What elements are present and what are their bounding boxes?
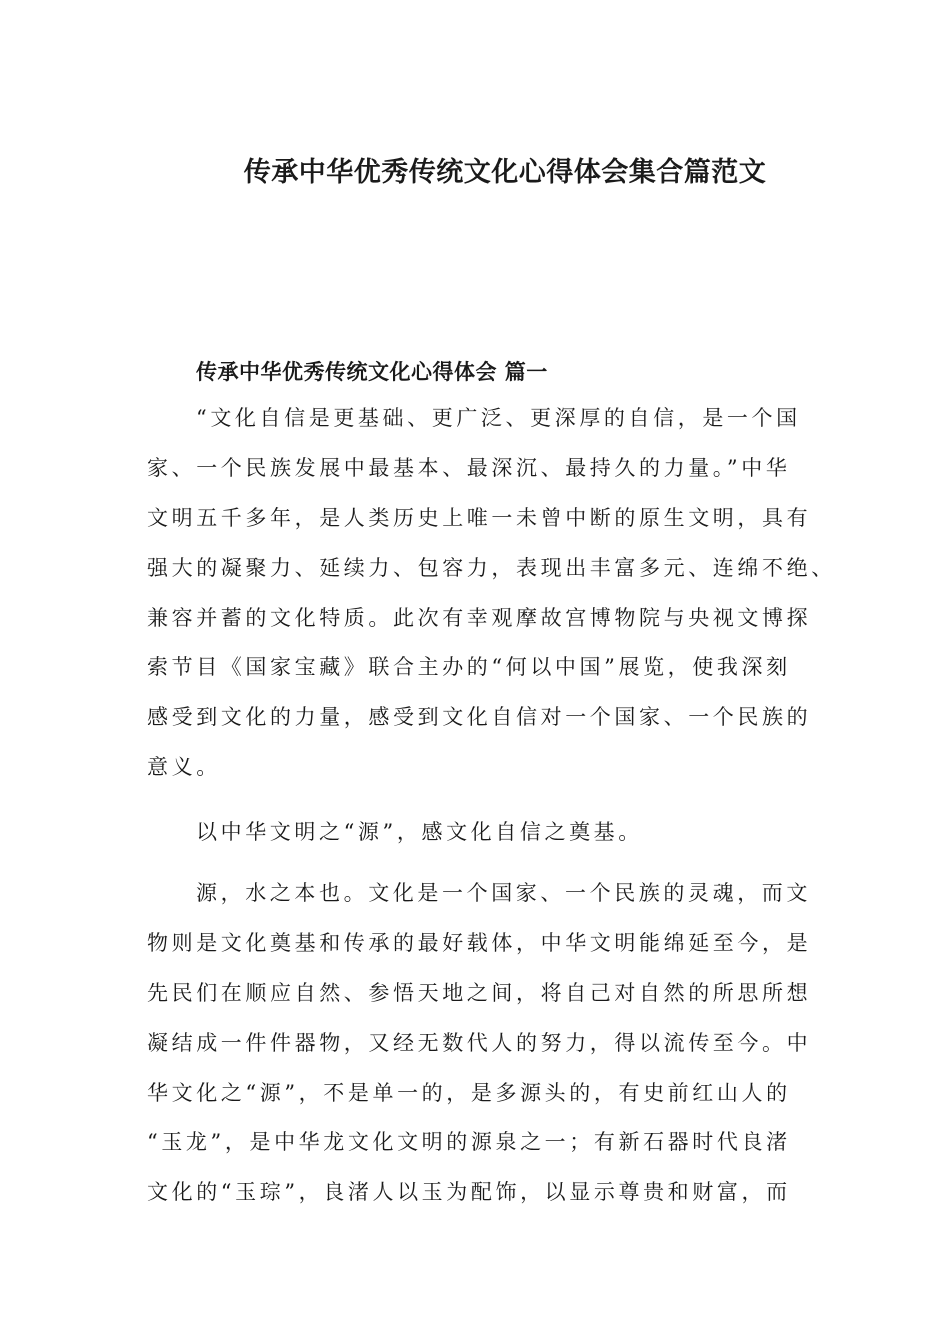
paragraph-line: “玉龙”，是中华龙文化文明的源泉之一；有新石器时代良渚 (147, 1130, 791, 1154)
paragraph-line: 感受到文化的力量，感受到文化自信对一个国家、一个民族的 (147, 705, 812, 729)
paragraph-line: 物则是文化奠基和传承的最好载体，中华文明能绵延至今，是 (147, 931, 812, 955)
paragraph-line: 源，水之本也。文化是一个国家、一个民族的灵魂，而文 (196, 881, 811, 905)
document-title: 传承中华优秀传统文化心得体会集合篇范文 (243, 157, 767, 188)
paragraph-line: 强大的凝聚力、延续力、包容力，表现出丰富多元、连绵不绝、 (147, 556, 836, 580)
paragraph-line: 意义。 (147, 755, 221, 779)
paragraph-line: 以中华文明之“源”，感文化自信之奠基。 (196, 820, 643, 844)
paragraph-line: 凝结成一件件器物，又经无数代人的努力，得以流传至今。中 (147, 1031, 812, 1055)
paragraph-line: 文明五千多年，是人类历史上唯一未曾中断的原生文明，具有 (147, 506, 812, 530)
paragraph-line: 索节目《国家宝藏》联合主办的“何以中国”展览，使我深刻 (147, 655, 791, 679)
paragraph-line: 家、一个民族发展中最基本、最深沉、最持久的力量。”中华 (147, 456, 791, 480)
paragraph-line: 文化的“玉琮”，良渚人以玉为配饰，以显示尊贵和财富，而 (147, 1180, 791, 1204)
paragraph-line: 兼容并蓄的文化特质。此次有幸观摩故宫博物院与央视文博探 (147, 606, 812, 630)
paragraph-line: 华文化之“源”，不是单一的，是多源头的，有史前红山人的 (147, 1081, 791, 1105)
paragraph-line: 先民们在顺应自然、参悟天地之间，将自己对自然的所思所想 (147, 981, 812, 1005)
section-heading: 传承中华优秀传统文化心得体会 篇一 (196, 360, 548, 384)
paragraph-line: “文化自信是更基础、更广泛、更深厚的自信，是一个国 (196, 406, 801, 430)
